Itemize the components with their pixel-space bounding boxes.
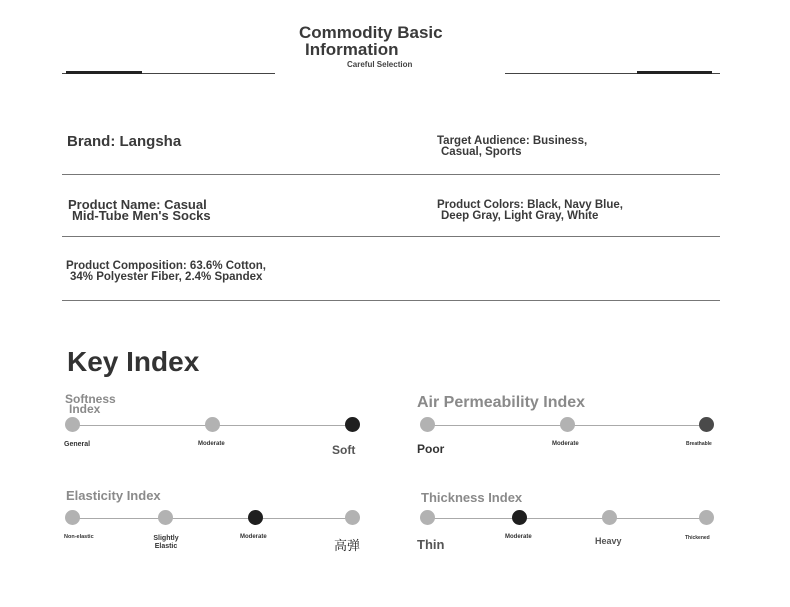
air-dot-moderate[interactable] — [560, 417, 575, 432]
air-dot-breathable[interactable] — [699, 417, 714, 432]
key-index-title: Key Index — [67, 346, 200, 377]
thickness-dot-moderate[interactable] — [512, 510, 527, 525]
title-line-2: Information — [305, 40, 399, 59]
row-divider — [62, 174, 720, 175]
title-line-1: Commodity Basic — [299, 23, 443, 42]
elasticity-label-non-elastic: Non-elastic — [64, 534, 94, 540]
softness-dot-soft[interactable] — [345, 417, 360, 432]
thickness-dot-heavy[interactable] — [602, 510, 617, 525]
audience-text — [437, 136, 587, 158]
softness-title-line-1: Softness — [65, 392, 116, 406]
thickness-label-thin: Thin — [417, 537, 445, 552]
softness-index-title — [65, 394, 116, 414]
audience-line-1: Target Audience: Business, — [437, 135, 588, 147]
thickness-dot-thickened[interactable] — [699, 510, 714, 525]
header-accent-right — [637, 71, 712, 74]
softness-label-soft: Soft — [332, 443, 356, 457]
elasticity-dot-high[interactable] — [345, 510, 360, 525]
row-divider — [62, 236, 720, 237]
elasticity-label-high: 高弹 — [334, 539, 361, 554]
air-dot-poor[interactable] — [420, 417, 435, 432]
thickness-track — [427, 518, 707, 519]
thickness-dot-thin[interactable] — [420, 510, 435, 525]
softness-dot-moderate[interactable] — [205, 417, 220, 432]
elasticity-label-slightly-elastic: Slightly Elastic — [153, 535, 179, 550]
thickness-label-heavy: Heavy — [595, 536, 622, 546]
row-divider — [62, 300, 720, 301]
air-label-moderate: Moderate — [552, 441, 579, 447]
composition-text — [66, 261, 266, 283]
brand-text: Brand: Langsha — [67, 133, 182, 150]
colors-text — [437, 200, 623, 222]
elasticity-dot-non-elastic[interactable] — [65, 510, 80, 525]
softness-title-line-2: Index — [69, 402, 101, 416]
softness-label-moderate: Moderate — [198, 441, 225, 447]
header-accent-left — [66, 71, 142, 74]
composition-line-1: Product Composition: 63.6% Cotton, — [66, 260, 266, 272]
product-name-text — [68, 199, 211, 221]
elasticity-track — [73, 518, 353, 519]
elasticity-label-moderate: Moderate — [240, 534, 267, 540]
page-subtitle: Careful Selection — [347, 60, 413, 69]
page-title — [299, 24, 443, 58]
product-name-line-1: Product Name: Casual — [68, 197, 207, 212]
air-label-breathable: Breathable — [686, 441, 712, 447]
colors-line-2: Deep Gray, Light Gray, White — [441, 210, 599, 222]
elasticity-dot-moderate[interactable] — [248, 510, 263, 525]
air-label-poor: Poor — [417, 442, 445, 456]
thickness-index-title: Thickness Index — [421, 490, 523, 505]
thickness-label-moderate: Moderate — [505, 534, 532, 540]
elasticity-index-title: Elasticity Index — [66, 488, 161, 503]
softness-label-general: General — [64, 441, 91, 448]
softness-dot-general[interactable] — [65, 417, 80, 432]
air-permeability-index-title: Air Permeability Index — [417, 394, 586, 411]
composition-line-2: 34% Polyester Fiber, 2.4% Spandex — [70, 271, 263, 283]
product-name-line-2: Mid-Tube Men's Socks — [72, 208, 211, 223]
elasticity-dot-slightly-elastic[interactable] — [158, 510, 173, 525]
colors-line-1: Product Colors: Black, Navy Blue, — [437, 199, 623, 211]
audience-line-2: Casual, Sports — [441, 146, 522, 158]
thickness-label-thickened: Thickened — [685, 535, 710, 541]
